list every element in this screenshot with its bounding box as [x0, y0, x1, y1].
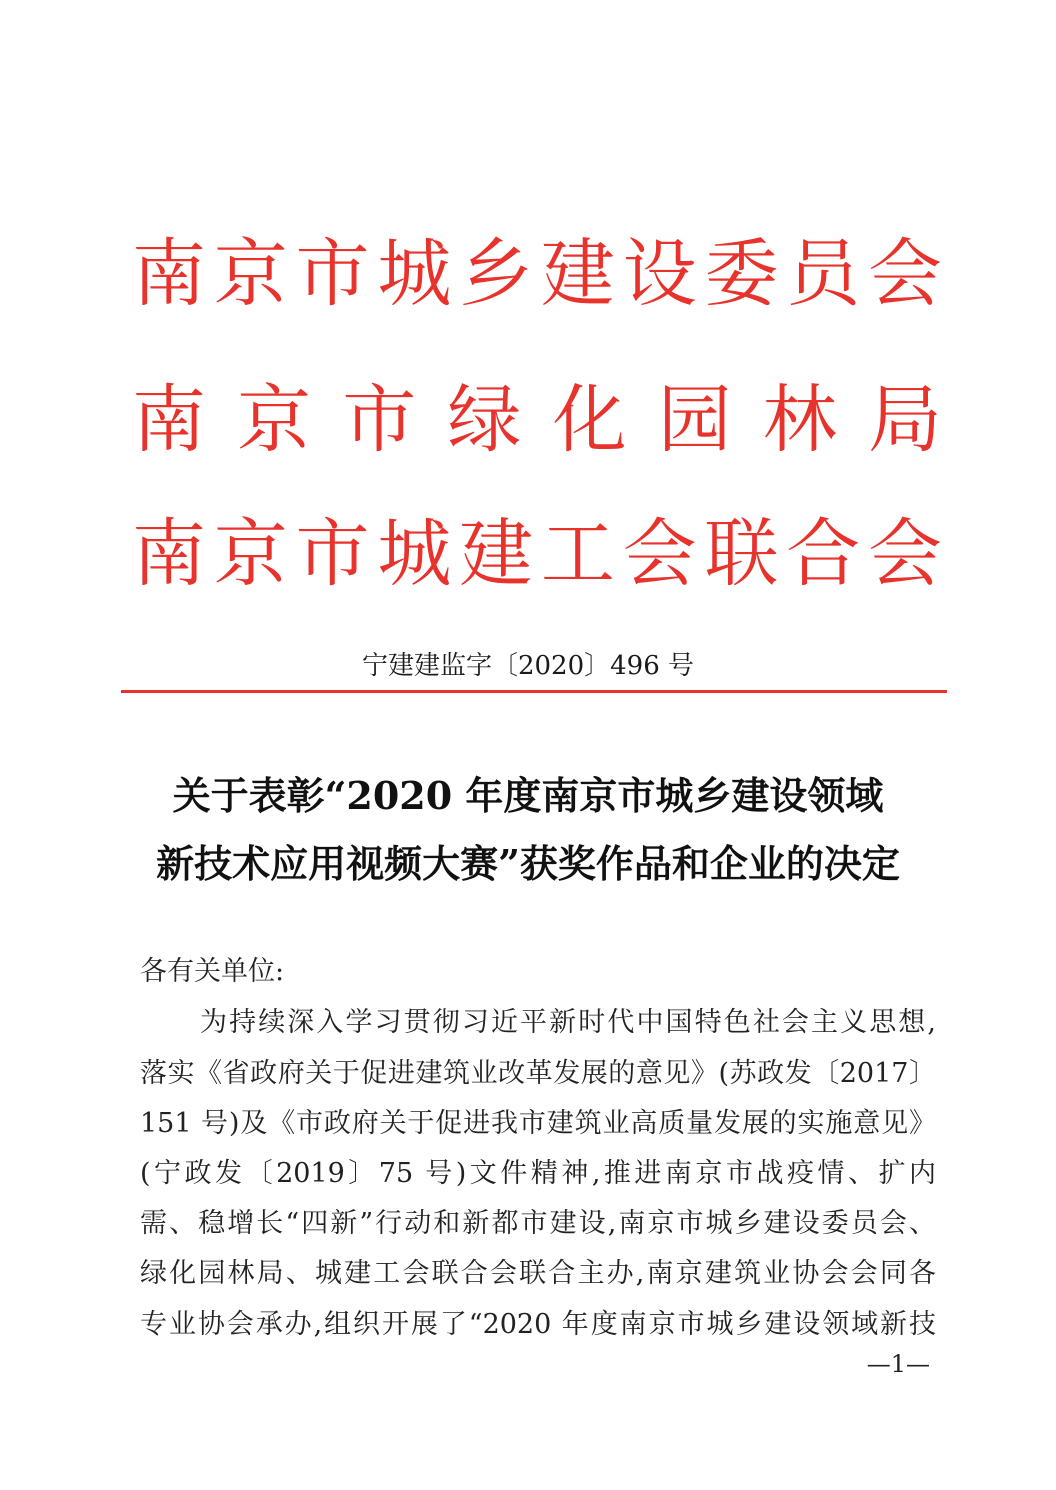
body-line: 为持续深入学习贯彻习近平新时代中国特色社会主义思想,: [200, 1007, 936, 1038]
document-title-line-2: 新技术应用视频大赛”获奖作品和企业的决定: [156, 841, 900, 886]
red-divider: [121, 690, 947, 693]
document-title-line-1: 关于表彰“2020 年度南京市城乡建设领域: [172, 773, 884, 818]
page-number: —1—: [866, 1350, 930, 1378]
issuer-header-3: 南京市城建工会联合会: [132, 512, 942, 596]
issuer-header-2: 南京市绿化园林局: [132, 378, 942, 462]
body-line: 需、稳增长“四新”行动和新都市建设,南京市城乡建设委员会、: [140, 1208, 936, 1239]
body-line: 151 号)及《市政府关于促进我市建筑业高质量发展的实施意见》: [140, 1108, 936, 1139]
body-line: (宁政发〔2019〕75 号)文件精神,推进南京市战疫情、扩内: [140, 1158, 936, 1189]
body-line: 绿化园林局、城建工会联合会联合主办,南京建筑业协会会同各: [140, 1258, 936, 1289]
body-line: 落实《省政府关于促进建筑业改革发展的意见》(苏政发〔2017〕: [140, 1058, 936, 1089]
body-line: 专业协会承办,组织开展了“2020 年度南京市城乡建设领域新技: [140, 1309, 936, 1340]
document-number: 宁建建监字〔2020〕496 号: [361, 651, 695, 681]
issuer-header-1: 南京市城乡建设委员会: [132, 232, 942, 316]
salutation: 各有关单位:: [140, 956, 285, 987]
